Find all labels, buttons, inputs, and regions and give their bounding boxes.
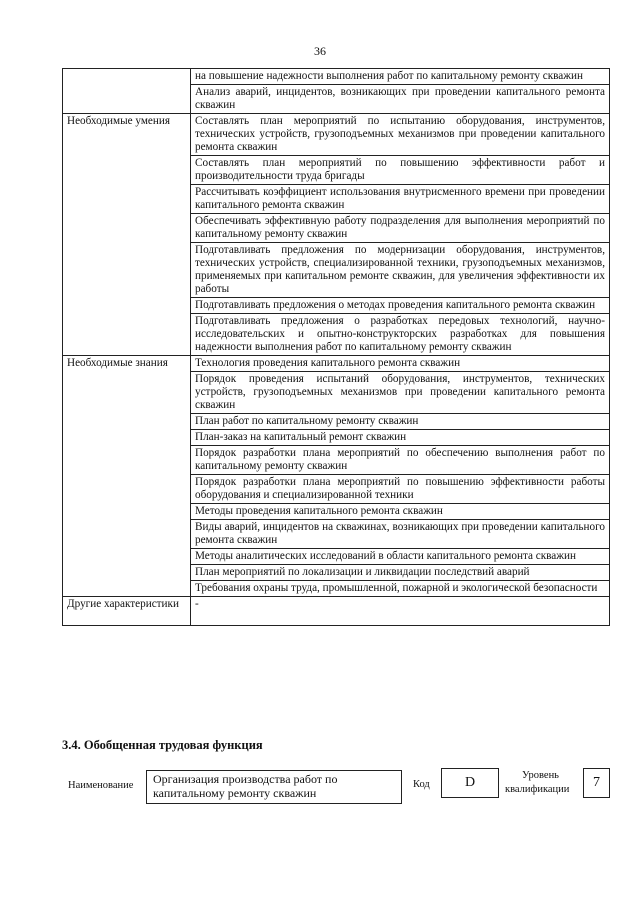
- table-cell: Методы аналитических исследований в области капитального ремонта скважин: [191, 549, 610, 565]
- table-cell: План-заказ на капитальный ремонт скважин: [191, 430, 610, 446]
- table-row: [63, 69, 610, 85]
- level-label-line1: Уровень: [522, 770, 559, 781]
- table-cell: -: [191, 597, 610, 626]
- table-cell: Технология проведения капитального ремонта скважин: [191, 356, 610, 372]
- row-category-other: Другие характеристики: [63, 597, 191, 626]
- table-cell: Составлять план мероприятий по испытанию оборудования, инструментов, технических устройств, грузоподъемных механизмов при проведении капитального ремонта скважин: [191, 114, 610, 156]
- row-category-skills: Необходимые умения: [63, 114, 191, 356]
- table-cell: План работ по капитальному ремонту скважин: [191, 414, 610, 430]
- table-cell: Подготавливать предложения о разработках передовых технологий, научно-исследовательских и опытно-конструкторских разработках для повышения надежности выполнения работ по капитальному ремонту скважин: [191, 314, 610, 356]
- table-cell: Методы проведения капитального ремонта скважин: [191, 504, 610, 520]
- code-value: D: [441, 768, 499, 798]
- table-row: [63, 356, 610, 372]
- table-cell: Порядок проведения испытаний оборудования, инструментов, технических устройств, грузоподъемных механизмов при проведении капитального ремонта скважин: [191, 372, 610, 414]
- table-cell: Требования охраны труда, промышленной, пожарной и экологической безопасности: [191, 581, 610, 597]
- table-cell: Порядок разработки плана мероприятий по обеспечению выполнения работ по капитальному ремонту скважин: [191, 446, 610, 475]
- name-label: Наименование: [68, 780, 134, 791]
- table-cell: Составлять план мероприятий по повышению эффективности работ и производительности труда бригады: [191, 156, 610, 185]
- page-number: 36: [314, 44, 326, 58]
- code-label: Код: [413, 779, 430, 790]
- skills-knowledge-table: [62, 68, 610, 626]
- level-label-line2: квалификации: [505, 784, 570, 795]
- table-cell: Подготавливать предложения о методах проведения капитального ремонта скважин: [191, 298, 610, 314]
- table-cell: Рассчитывать коэффициент использования внутрисменного времени при проведении капитального ремонта скважин: [191, 185, 610, 214]
- table-cell: Виды аварий, инцидентов на скважинах, возникающих при проведении капитального ремонта скважин: [191, 520, 610, 549]
- table-cell: Порядок разработки плана мероприятий по повышению эффективности работы оборудования и специализированной техники: [191, 475, 610, 504]
- name-value: Организация производства работ по капитальному ремонту скважин: [146, 770, 402, 804]
- table-cell: Анализ аварий, инцидентов, возникающих при проведении капитального ремонта скважин: [191, 85, 610, 114]
- table-cell: на повышение надежности выполнения работ по капитальному ремонту скважин: [191, 69, 610, 85]
- table-cell: План мероприятий по локализации и ликвидации последствий аварий: [191, 565, 610, 581]
- section-title: 3.4. Обобщенная трудовая функция: [62, 738, 263, 752]
- table-cell: Обеспечивать эффективную работу подразделения для выполнения мероприятий по капитальному ремонту скважин: [191, 214, 610, 243]
- table-row: [63, 597, 610, 626]
- row-category-knowledge: Необходимые знания: [63, 356, 191, 597]
- level-value: 7: [583, 768, 610, 798]
- table-row: [63, 114, 610, 156]
- row-category: [63, 69, 191, 114]
- table-cell: Подготавливать предложения по модернизации оборудования, инструментов, технических устройств, специализированной техники, грузоподъемных механизмов, применяемых при капитальном ремонте скважин, для увеличения эффективности их работы: [191, 243, 610, 298]
